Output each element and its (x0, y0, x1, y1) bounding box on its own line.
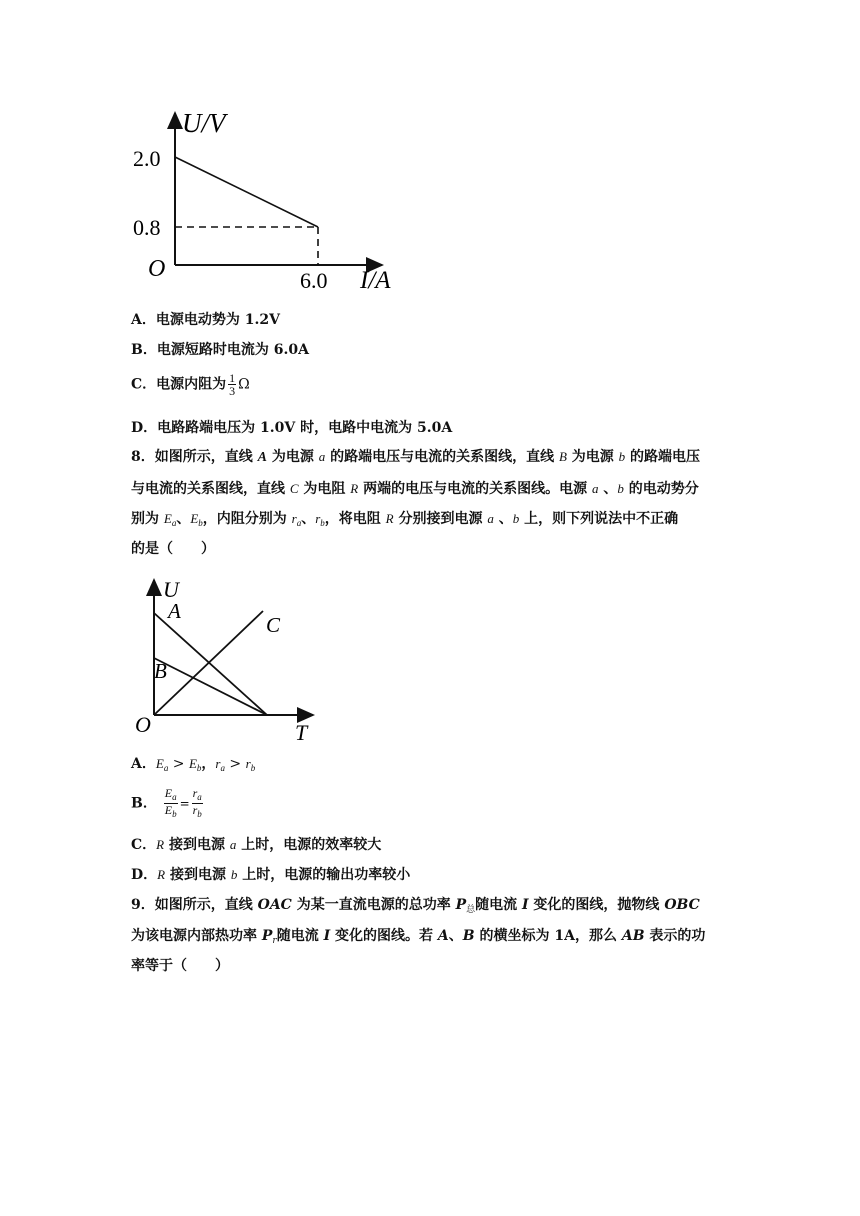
q8-stem-line4: 的是（ ） (131, 541, 215, 557)
q9-stem-line2: 为该电源内部热功率 $P_r$随电流 I 变化的图线。若 A、B 的横坐标为 1A，那么 AB 表示的功 (131, 928, 706, 946)
q8-option-a: A．$E_a > E_b$，$r_a > r_b$ (131, 756, 256, 773)
y-axis-label: U (163, 577, 179, 602)
fraction-one-third: $\frac{1}{3}$ (229, 371, 236, 398)
line-c-label: C (266, 613, 281, 637)
q7-option-b: B．电源短路时电流为 6.0A (131, 342, 309, 358)
q9-stem-line1: 9．如图所示，直线 OAC 为某一直流电源的总功率 $P_总$随电流 I 变化的图线，抛物线 OBC (131, 897, 700, 915)
y-tick-2.0: 2.0 (133, 146, 161, 171)
q8-stem-line3: 别为 $E_a$、$E_b$，内阻分别为 $r_a$、$r_b$，将电阻 R 分别接到电源 a 、b 上，则下列说法中不正确 (131, 511, 679, 528)
q8-stem-line1: 8．如图所示，直线 A 为电源 a 的路端电压与电流的关系图线，直线 B 为电源 b 的路端电压 (131, 449, 701, 465)
q8-option-c: C．R 接到电源 a 上时，电源的效率较大 (131, 837, 382, 853)
line-a-label: A (168, 599, 181, 623)
x-axis-label: T (295, 720, 308, 745)
graph-u-i (120, 100, 410, 300)
q7-option-d: D．电路路端电压为 1.0V 时，电路中电流为 5.0A (131, 420, 453, 436)
x-tick-6.0: 6.0 (300, 268, 328, 293)
q8-option-b: B． $\frac{E_a}{E_b}$ = $\frac{r_a}{r_b}$ (131, 786, 202, 819)
fraction-ea-eb: $\frac{E_a}{E_b}$ (164, 786, 177, 819)
fraction-ra-rb: $\frac{r_a}{r_b}$ (192, 786, 202, 819)
line-b (154, 658, 267, 715)
graph-abc (125, 570, 325, 750)
y-axis-label: U/V (182, 108, 226, 138)
q9-stem-line3: 率等于（ ） (131, 958, 229, 974)
y-tick-0.8: 0.8 (133, 215, 161, 240)
origin-label: O (148, 256, 166, 282)
q7-option-a: A．电源电动势为 1.2V (131, 312, 280, 328)
u-i-line (175, 157, 318, 227)
q8-stem-line2: 与电流的关系图线，直线 C 为电阻 R 两端的电压与电流的关系图线。电源 a 、b 的电动势分 (131, 481, 699, 497)
q7-option-c: C．电源内阻为 $\frac{1}{3}$ Ω (131, 371, 250, 398)
x-axis-label: I/A (360, 267, 391, 294)
line-b-label: B (154, 659, 167, 683)
q8-option-d: D．R 接到电源 b 上时，电源的输出功率较小 (131, 867, 411, 883)
origin-label: O (135, 712, 151, 737)
